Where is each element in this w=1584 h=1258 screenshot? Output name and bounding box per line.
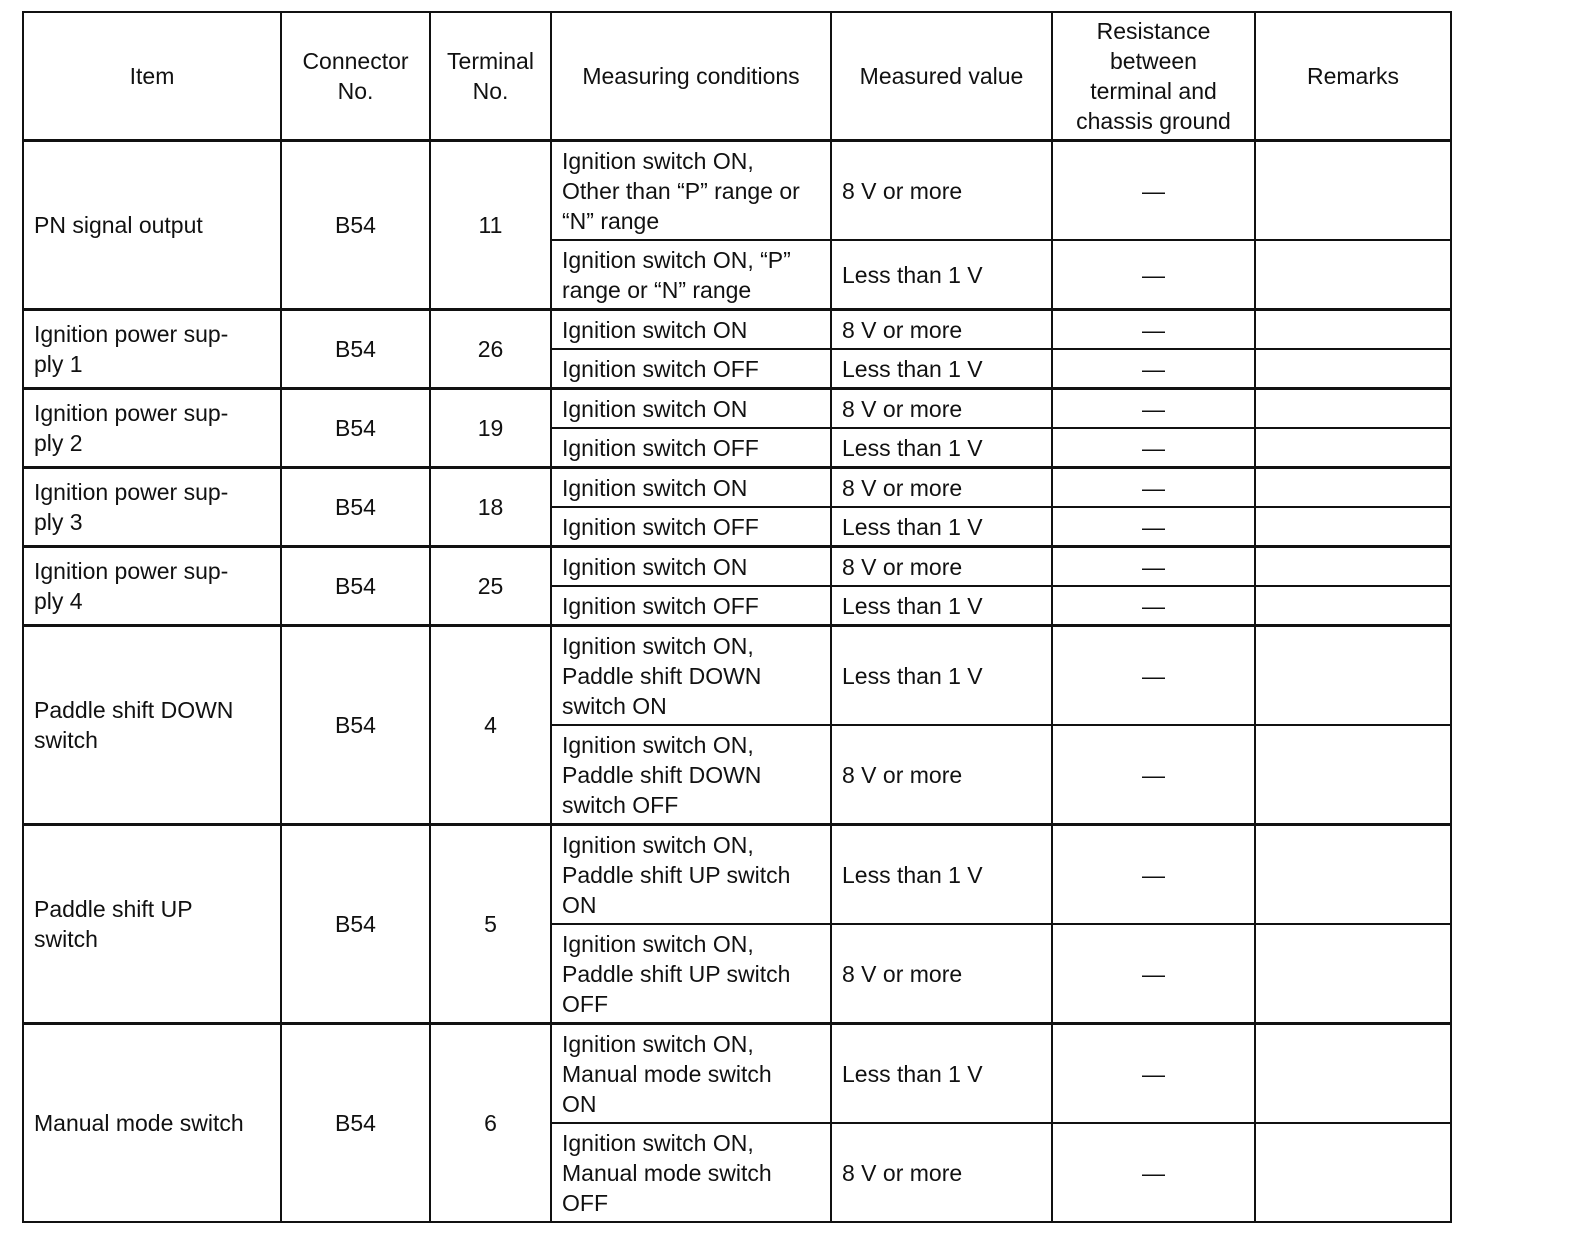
group-ignition-power-supply-2 bbox=[23, 389, 1451, 468]
value-cell: 8 V or more bbox=[831, 1123, 1052, 1222]
table-row bbox=[23, 141, 1451, 241]
group-ignition-power-supply-1 bbox=[23, 310, 1451, 389]
header-connector-no: Connector No. bbox=[281, 12, 430, 141]
table-row bbox=[23, 468, 1451, 508]
terminal-cell: 18 bbox=[430, 468, 551, 547]
condition-cell: Ignition switch ON, Paddle shift DOWN switch ON bbox=[551, 626, 831, 726]
table-row bbox=[23, 1024, 1451, 1124]
resistance-cell: — bbox=[1052, 1123, 1255, 1222]
condition-cell: Ignition switch OFF bbox=[551, 349, 831, 389]
remarks-cell bbox=[1255, 428, 1451, 468]
table-row bbox=[23, 389, 1451, 429]
remarks-cell bbox=[1255, 507, 1451, 547]
terminal-cell: 4 bbox=[430, 626, 551, 825]
resistance-cell: — bbox=[1052, 725, 1255, 825]
condition-cell: Ignition switch ON, Manual mode switch ON bbox=[551, 1024, 831, 1124]
item-cell: Paddle shift UP switch bbox=[23, 825, 281, 1024]
resistance-cell: — bbox=[1052, 924, 1255, 1024]
table-row bbox=[23, 310, 1451, 350]
value-cell: Less than 1 V bbox=[831, 428, 1052, 468]
value-cell: Less than 1 V bbox=[831, 1024, 1052, 1124]
remarks-cell bbox=[1255, 141, 1451, 241]
value-cell: 8 V or more bbox=[831, 310, 1052, 350]
value-cell: 8 V or more bbox=[831, 389, 1052, 429]
resistance-cell: — bbox=[1052, 1024, 1255, 1124]
header-row bbox=[23, 12, 1451, 141]
value-cell: Less than 1 V bbox=[831, 586, 1052, 626]
terminal-cell: 26 bbox=[430, 310, 551, 389]
remarks-cell bbox=[1255, 924, 1451, 1024]
remarks-cell bbox=[1255, 725, 1451, 825]
condition-cell: Ignition switch ON, “P” range or “N” range bbox=[551, 240, 831, 310]
remarks-cell bbox=[1255, 389, 1451, 429]
header-measured-value: Measured value bbox=[831, 12, 1052, 141]
header-measuring-conditions: Measuring conditions bbox=[551, 12, 831, 141]
condition-cell: Ignition switch ON, Paddle shift UP switch OFF bbox=[551, 924, 831, 1024]
condition-cell: Ignition switch ON, Other than “P” range or “N” range bbox=[551, 141, 831, 241]
condition-cell: Ignition switch ON, Manual mode switch OFF bbox=[551, 1123, 831, 1222]
group-manual-mode-switch bbox=[23, 1024, 1451, 1223]
item-cell: Ignition power sup- ply 2 bbox=[23, 389, 281, 468]
resistance-cell: — bbox=[1052, 310, 1255, 350]
connector-cell: B54 bbox=[281, 310, 430, 389]
group-ignition-power-supply-4 bbox=[23, 547, 1451, 626]
group-pn-signal-output bbox=[23, 141, 1451, 310]
item-cell: PN signal output bbox=[23, 141, 281, 310]
remarks-cell bbox=[1255, 825, 1451, 925]
connector-cell: B54 bbox=[281, 389, 430, 468]
group-paddle-shift-up-switch bbox=[23, 825, 1451, 1024]
value-cell: 8 V or more bbox=[831, 141, 1052, 241]
item-cell: Ignition power sup- ply 3 bbox=[23, 468, 281, 547]
condition-cell: Ignition switch ON bbox=[551, 468, 831, 508]
header-item: Item bbox=[23, 12, 281, 141]
value-cell: 8 V or more bbox=[831, 725, 1052, 825]
terminal-cell: 5 bbox=[430, 825, 551, 1024]
value-cell: 8 V or more bbox=[831, 468, 1052, 508]
resistance-cell: — bbox=[1052, 141, 1255, 241]
resistance-cell: — bbox=[1052, 507, 1255, 547]
table-row bbox=[23, 547, 1451, 587]
remarks-cell bbox=[1255, 468, 1451, 508]
terminal-cell: 25 bbox=[430, 547, 551, 626]
remarks-cell bbox=[1255, 626, 1451, 726]
condition-cell: Ignition switch OFF bbox=[551, 586, 831, 626]
resistance-cell: — bbox=[1052, 626, 1255, 726]
value-cell: Less than 1 V bbox=[831, 626, 1052, 726]
resistance-cell: — bbox=[1052, 349, 1255, 389]
terminal-cell: 19 bbox=[430, 389, 551, 468]
item-cell: Paddle shift DOWN switch bbox=[23, 626, 281, 825]
connector-cell: B54 bbox=[281, 468, 430, 547]
value-cell: Less than 1 V bbox=[831, 240, 1052, 310]
condition-cell: Ignition switch ON bbox=[551, 389, 831, 429]
value-cell: 8 V or more bbox=[831, 547, 1052, 587]
value-cell: Less than 1 V bbox=[831, 507, 1052, 547]
connector-cell: B54 bbox=[281, 1024, 430, 1223]
item-cell: Manual mode switch bbox=[23, 1024, 281, 1223]
header-resistance: Resistance between terminal and chassis ground bbox=[1052, 12, 1255, 141]
remarks-cell bbox=[1255, 349, 1451, 389]
connector-cell: B54 bbox=[281, 825, 430, 1024]
table-row bbox=[23, 626, 1451, 726]
header-remarks: Remarks bbox=[1255, 12, 1451, 141]
remarks-cell bbox=[1255, 586, 1451, 626]
group-ignition-power-supply-3 bbox=[23, 468, 1451, 547]
remarks-cell bbox=[1255, 310, 1451, 350]
terminal-spec-table bbox=[22, 11, 1452, 1223]
condition-cell: Ignition switch ON, Paddle shift UP switch ON bbox=[551, 825, 831, 925]
remarks-cell bbox=[1255, 1024, 1451, 1124]
resistance-cell: — bbox=[1052, 428, 1255, 468]
resistance-cell: — bbox=[1052, 468, 1255, 508]
value-cell: Less than 1 V bbox=[831, 825, 1052, 925]
condition-cell: Ignition switch ON bbox=[551, 547, 831, 587]
condition-cell: Ignition switch ON, Paddle shift DOWN switch OFF bbox=[551, 725, 831, 825]
connector-cell: B54 bbox=[281, 141, 430, 310]
condition-cell: Ignition switch ON bbox=[551, 310, 831, 350]
terminal-cell: 6 bbox=[430, 1024, 551, 1223]
connector-cell: B54 bbox=[281, 626, 430, 825]
connector-cell: B54 bbox=[281, 547, 430, 626]
value-cell: Less than 1 V bbox=[831, 349, 1052, 389]
condition-cell: Ignition switch OFF bbox=[551, 428, 831, 468]
value-cell: 8 V or more bbox=[831, 924, 1052, 1024]
table-row bbox=[23, 825, 1451, 925]
remarks-cell bbox=[1255, 547, 1451, 587]
resistance-cell: — bbox=[1052, 240, 1255, 310]
resistance-cell: — bbox=[1052, 547, 1255, 587]
remarks-cell bbox=[1255, 1123, 1451, 1222]
terminal-cell: 11 bbox=[430, 141, 551, 310]
resistance-cell: — bbox=[1052, 586, 1255, 626]
item-cell: Ignition power sup- ply 1 bbox=[23, 310, 281, 389]
item-cell: Ignition power sup- ply 4 bbox=[23, 547, 281, 626]
condition-cell: Ignition switch OFF bbox=[551, 507, 831, 547]
group-paddle-shift-down-switch bbox=[23, 626, 1451, 825]
resistance-cell: — bbox=[1052, 389, 1255, 429]
resistance-cell: — bbox=[1052, 825, 1255, 925]
header-terminal-no: Terminal No. bbox=[430, 12, 551, 141]
remarks-cell bbox=[1255, 240, 1451, 310]
